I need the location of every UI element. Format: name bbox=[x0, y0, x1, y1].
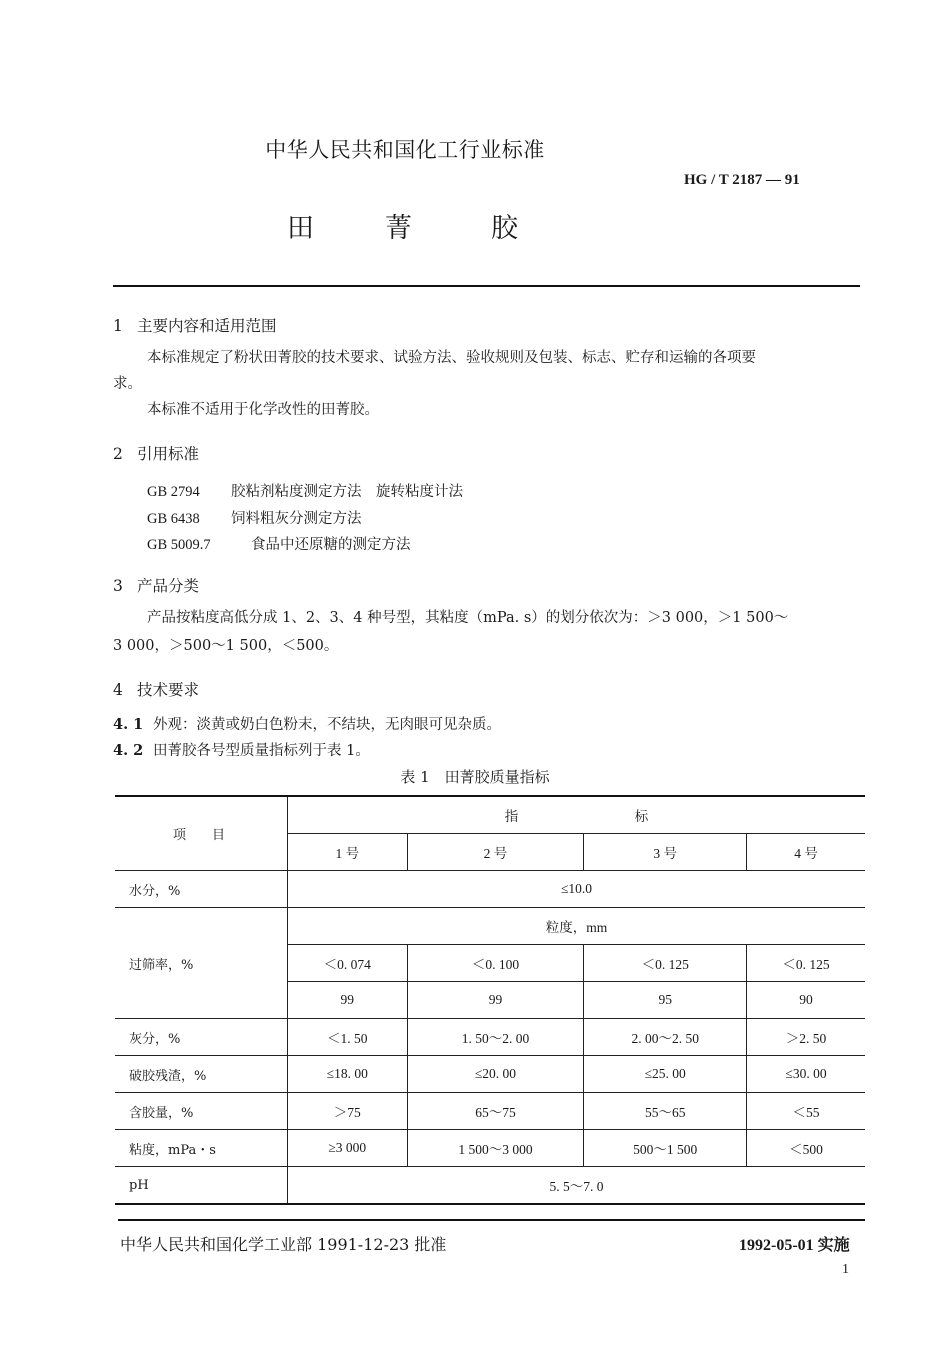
cell-value: 2. 00～2. 50 bbox=[584, 1019, 747, 1056]
document-title-char-1: 田 bbox=[287, 213, 314, 244]
table-header-row bbox=[115, 796, 865, 834]
indicator-header-char: 指 bbox=[504, 809, 519, 824]
row-label: 过筛率，% bbox=[115, 908, 288, 1019]
grade-header: 2 号 bbox=[407, 834, 584, 871]
clause-number: 4. 1 bbox=[113, 716, 144, 733]
section-2-heading bbox=[113, 442, 199, 464]
standard-code: HG / T 2187 — 91 bbox=[684, 172, 800, 188]
table-row bbox=[115, 1056, 865, 1093]
cell-value: 1 500～3 000 bbox=[407, 1130, 584, 1167]
reference-item bbox=[147, 480, 463, 501]
cell-value: 55～65 bbox=[584, 1093, 747, 1130]
cell-value: ≤10.0 bbox=[288, 871, 866, 908]
cell-value: ＜0. 100 bbox=[407, 945, 584, 982]
cell-value: ≤18. 00 bbox=[288, 1056, 408, 1093]
quality-spec-table bbox=[115, 795, 865, 1205]
table-row bbox=[115, 1167, 865, 1205]
table-row bbox=[115, 1093, 865, 1130]
cell-value: ≥3 000 bbox=[288, 1130, 408, 1167]
table-row bbox=[115, 908, 865, 945]
footer-divider bbox=[118, 1219, 865, 1221]
cell-value: ＞2. 50 bbox=[747, 1019, 866, 1056]
cell-value: ＜0. 125 bbox=[747, 945, 866, 982]
table-row bbox=[115, 1130, 865, 1167]
reference-title: 饲料粗灰分测定方法 bbox=[231, 511, 362, 527]
column-header-item: 项 目 bbox=[115, 796, 288, 871]
row-label: 含胶量，% bbox=[115, 1093, 288, 1130]
cell-value: 99 bbox=[288, 982, 408, 1019]
cell-value: 90 bbox=[747, 982, 866, 1019]
section-title: 产品分类 bbox=[137, 577, 200, 595]
row-label: 破胶残渣，% bbox=[115, 1056, 288, 1093]
cell-value: ＞75 bbox=[288, 1093, 408, 1130]
cell-value: 65～75 bbox=[407, 1093, 584, 1130]
grade-header: 4 号 bbox=[747, 834, 866, 871]
row-label: 水分，% bbox=[115, 871, 288, 908]
row-label: 粘度，mPa・s bbox=[115, 1130, 288, 1167]
reference-code: GB 2794 bbox=[147, 484, 200, 500]
cell-value: 99 bbox=[407, 982, 584, 1019]
page-number: 1 bbox=[842, 1262, 849, 1277]
reference-code: GB 5009.7 bbox=[147, 537, 211, 553]
section-1-paragraph-1-continued: 求。 bbox=[113, 376, 142, 392]
row-label: pH bbox=[115, 1167, 288, 1205]
section-number: 3 bbox=[113, 577, 123, 595]
cell-value: 5. 5～7. 0 bbox=[288, 1167, 866, 1205]
cell-value: ＜500 bbox=[747, 1130, 866, 1167]
table-row bbox=[115, 871, 865, 908]
cell-value: ＜1. 50 bbox=[288, 1019, 408, 1056]
grade-header: 1 号 bbox=[288, 834, 408, 871]
clause-number: 4. 2 bbox=[113, 742, 144, 759]
cell-value: ＜55 bbox=[747, 1093, 866, 1130]
document-title-char-2: 菁 bbox=[385, 213, 412, 244]
reference-title: 胶粘剂粘度测定方法 旋转粘度计法 bbox=[231, 484, 463, 500]
table-caption: 表 1 田菁胶质量指标 bbox=[400, 768, 550, 786]
reference-code: GB 6438 bbox=[147, 511, 200, 527]
clause-4-2 bbox=[113, 738, 370, 764]
section-1-heading bbox=[113, 314, 277, 336]
cell-value: ≤25. 00 bbox=[584, 1056, 747, 1093]
section-3-paragraph-continued: 3 000，＞500～1 500，＜500。 bbox=[113, 638, 339, 654]
cell-value: 1. 50～2. 00 bbox=[407, 1019, 584, 1056]
cell-value: 95 bbox=[584, 982, 747, 1019]
cell-value: ≤20. 00 bbox=[407, 1056, 584, 1093]
header-divider bbox=[113, 285, 860, 287]
section-1-paragraph-1: 本标准规定了粉状田菁胶的技术要求、试验方法、验收规则及包装、标志、贮存和运输的各项要 bbox=[147, 350, 756, 366]
table-row bbox=[115, 1019, 865, 1056]
effective-date: 1992-05-01 实施 bbox=[739, 1237, 850, 1254]
reference-title: 食品中还原糖的测定方法 bbox=[251, 537, 411, 553]
indicator-header bbox=[288, 796, 866, 834]
clause-text: 外观：淡黄或奶白色粉末，不结块，无肉眼可见杂质。 bbox=[153, 717, 501, 733]
document-title-char-3: 胶 bbox=[491, 213, 518, 244]
cell-value: ≤30. 00 bbox=[747, 1056, 866, 1093]
section-number: 2 bbox=[113, 445, 123, 463]
section-1-paragraph-2: 本标准不适用于化学改性的田菁胶。 bbox=[147, 402, 379, 418]
section-title: 技术要求 bbox=[137, 681, 200, 699]
section-title: 引用标准 bbox=[137, 445, 200, 463]
clause-text: 田菁胶各号型质量指标列于表 1。 bbox=[153, 743, 370, 759]
issuing-body-title: 中华人民共和国化工行业标准 bbox=[265, 138, 545, 162]
clause-4-1 bbox=[113, 712, 501, 738]
section-number: 4 bbox=[113, 681, 123, 699]
reference-item bbox=[147, 533, 411, 554]
cell-value: ＜0. 125 bbox=[584, 945, 747, 982]
indicator-header-char: 标 bbox=[634, 809, 649, 824]
sieve-subheader: 粒度，mm bbox=[288, 908, 866, 945]
section-3-heading bbox=[113, 574, 199, 596]
row-label: 灰分，% bbox=[115, 1019, 288, 1056]
reference-item bbox=[147, 507, 362, 528]
cell-value: 500～1 500 bbox=[584, 1130, 747, 1167]
section-4-heading bbox=[113, 678, 199, 700]
grade-header: 3 号 bbox=[584, 834, 747, 871]
cell-value: ＜0. 074 bbox=[288, 945, 408, 982]
section-title: 主要内容和适用范围 bbox=[137, 317, 277, 335]
section-3-paragraph: 产品按粘度高低分成 1、2、3、4 种号型，其粘度（mPa. s）的划分依次为：＞3 000，＞1 500～ bbox=[147, 610, 789, 626]
section-number: 1 bbox=[113, 317, 123, 335]
approval-statement: 中华人民共和国化学工业部 1991-12-23 批准 bbox=[120, 1235, 447, 1254]
